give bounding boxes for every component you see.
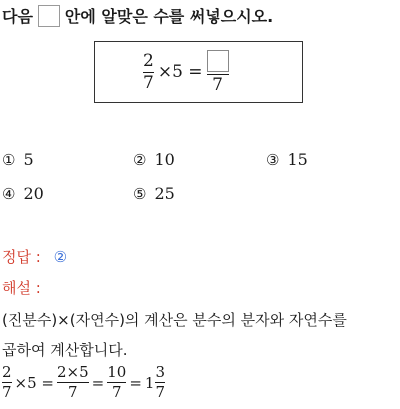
choice-3[interactable] — [266, 150, 308, 169]
choice-value: 5 — [23, 150, 34, 169]
choice-value: 20 — [23, 184, 44, 203]
explanation-label: 해설 : — [2, 279, 41, 297]
explanation-line-1: (진분수)×(자연수)의 계산은 분수의 분자와 자연수를 — [2, 311, 347, 329]
calc-whole-number: 1 — [144, 373, 155, 392]
answer-label: 정답 : — [2, 248, 41, 266]
choice-2[interactable] — [133, 150, 175, 169]
choice-5[interactable] — [133, 184, 175, 203]
calc-denominator: 7 — [68, 383, 78, 401]
choice-mark: ④ — [2, 185, 16, 203]
calc-numerator: 2×5 — [57, 363, 89, 381]
answer-blank-input[interactable] — [207, 50, 229, 72]
choice-mark: ① — [2, 151, 16, 169]
choice-value: 10 — [154, 150, 175, 169]
problem-numerator: 2 — [143, 50, 154, 71]
choice-mark: ③ — [266, 151, 280, 169]
question-text-after: 안에 알맞은 수를 써넣으시오. — [64, 7, 274, 26]
calc-equals: = — [91, 373, 105, 392]
calc-fraction-1 — [2, 365, 12, 400]
calc-fraction-3 — [107, 365, 126, 400]
calc-fraction-4 — [155, 365, 165, 400]
choice-4[interactable] — [2, 184, 44, 203]
choice-mark: ⑤ — [133, 185, 147, 203]
calc-denominator: 7 — [155, 383, 165, 401]
choice-1[interactable] — [2, 150, 34, 169]
calc-numerator: 2 — [2, 363, 12, 381]
answer-denominator: 7 — [212, 75, 223, 95]
choice-mark: ② — [133, 151, 147, 169]
problem-box — [94, 41, 303, 103]
explanation-calculation — [2, 365, 165, 400]
choice-value: 15 — [287, 150, 308, 169]
answer-value: ② — [53, 248, 68, 266]
question-text-before: 다음 — [2, 7, 33, 26]
problem-operator: ×5 = — [157, 62, 203, 82]
calc-numerator: 3 — [155, 363, 165, 381]
choice-value: 25 — [154, 184, 175, 203]
problem-denominator: 7 — [143, 72, 154, 93]
question-prompt — [2, 4, 273, 27]
calc-denominator: 7 — [2, 383, 12, 401]
explanation-line-2: 곱하여 계산합니다. — [2, 341, 128, 359]
problem-fraction — [143, 50, 154, 93]
answer-line — [2, 246, 67, 267]
answer-fraction — [207, 50, 229, 94]
calc-equals: = — [129, 373, 142, 392]
calc-operator: ×5 = — [14, 373, 54, 392]
calc-fraction-2 — [57, 365, 89, 400]
calc-denominator: 7 — [112, 383, 122, 401]
calc-numerator: 10 — [107, 363, 127, 381]
problem-equation — [143, 50, 229, 94]
blank-box-icon — [38, 5, 60, 27]
